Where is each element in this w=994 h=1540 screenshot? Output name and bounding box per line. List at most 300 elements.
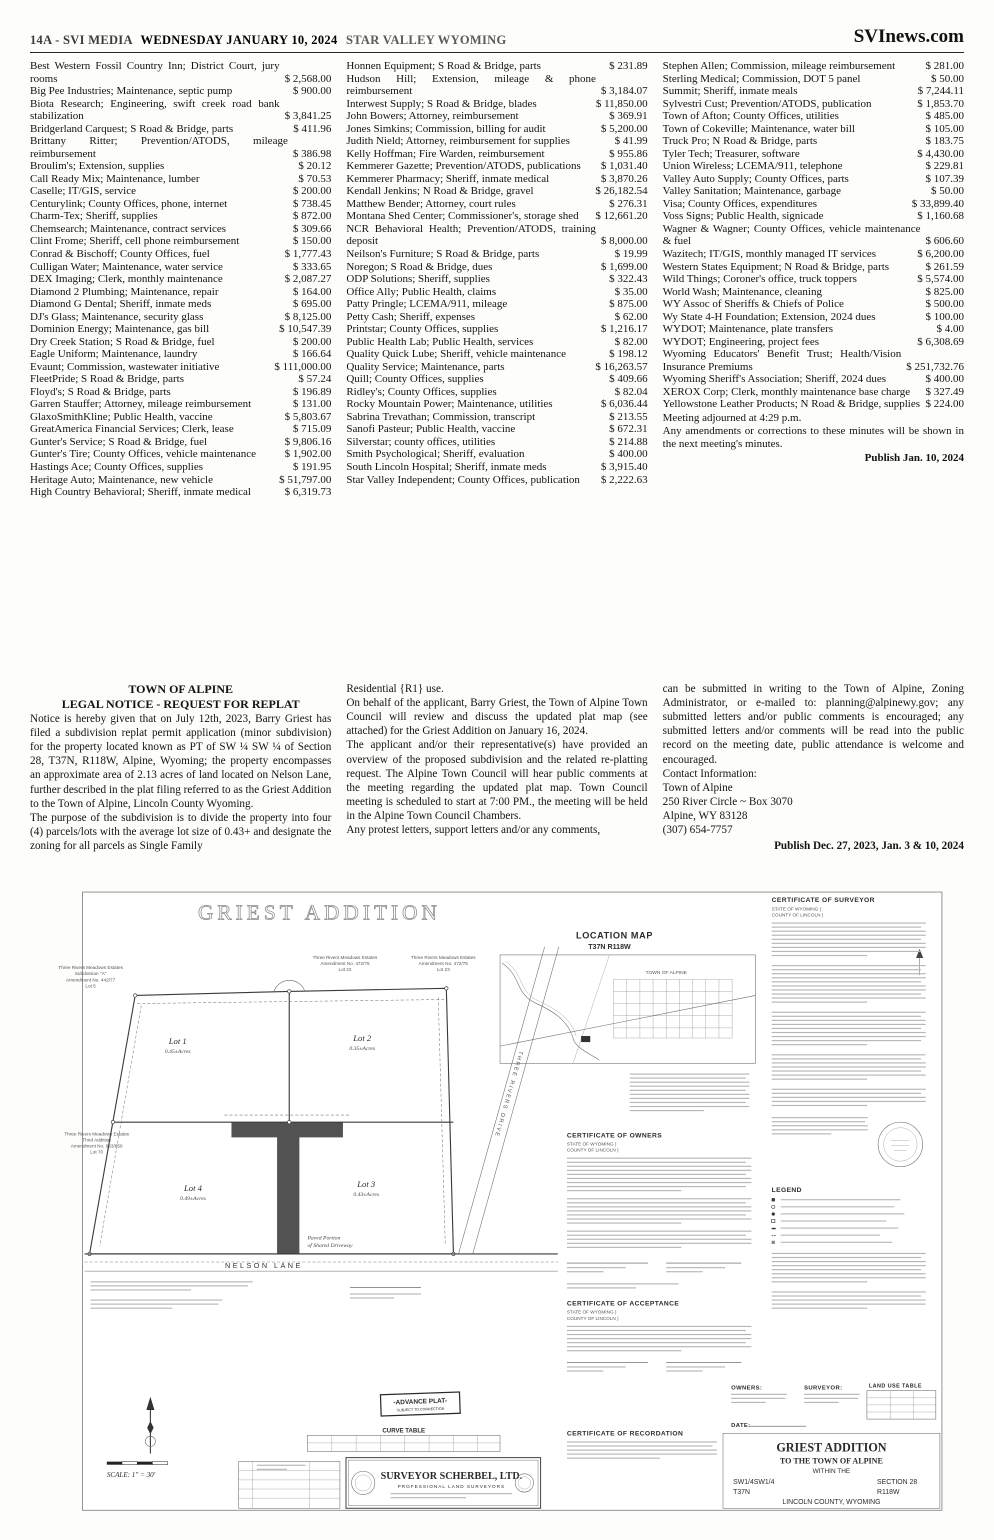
expenditure-row — [663, 386, 964, 399]
expenditure-row — [30, 298, 331, 311]
expenditure-row — [30, 423, 331, 436]
minutes-column-2 — [346, 60, 647, 672]
firm-subtitle: PROFESSIONAL LAND SURVEYORS — [397, 1484, 506, 1490]
amount-text: $ 231.89 — [609, 60, 648, 72]
expenditure-row — [663, 323, 964, 336]
svg-text:LEGEND: LEGEND — [771, 1187, 802, 1195]
amount-text: $ 309.66 — [292, 222, 332, 235]
svg-text:Amendment No. 472/75: Amendment No. 472/75 — [418, 961, 468, 967]
svg-text:-ADVANCE PLAT-: -ADVANCE PLAT- — [393, 1397, 448, 1407]
commissioner-minutes — [30, 60, 964, 672]
amount-text: $ 409.66 — [609, 373, 648, 386]
expenditure-row — [30, 311, 331, 324]
expenditure-row — [346, 248, 647, 261]
expenditure-row — [663, 198, 964, 211]
svg-text:SUBJECT TO CORRECTION: SUBJECT TO CORRECTION — [396, 1406, 445, 1413]
masthead — [30, 26, 964, 53]
amount-text: $ 3,841.25 — [284, 110, 332, 123]
vendor-purpose-text: Silverstar; county offices, utilities — [346, 435, 496, 448]
amount-text: $ 276.31 — [609, 197, 648, 210]
svg-text:SECTION 28: SECTION 28 — [877, 1478, 918, 1486]
notice-paragraph: The applicant and/or their representative(s) have provided an overview of the proposed subdivision and the related re-platting request. The Alpine Town Council will hear public comments at the meeting regarding the updated plat map. Town Council meeting is scheduled to start at 7:00 PM., the meeting will be held in the Alpine Town Council Chambers. — [346, 739, 648, 822]
amount-text: $ 485.00 — [925, 110, 964, 123]
amount-text: $ 281.00 — [925, 60, 964, 72]
svg-text:0.49±Acres: 0.49±Acres — [180, 1196, 206, 1203]
location-map-title: LOCATION MAP — [576, 930, 654, 941]
notice-column-3 — [663, 682, 964, 878]
svg-text:0.43±Acres: 0.43±Acres — [353, 1192, 380, 1199]
nelson-lane-label: NELSON LANE — [225, 1261, 303, 1271]
vendor-purpose-text: Sabrina Trevathan; Commission, transcript — [346, 410, 536, 423]
expenditure-row — [30, 261, 331, 274]
expenditure-row — [346, 210, 647, 223]
amount-text: $ 105.00 — [925, 122, 964, 135]
svg-text:WITHIN THE: WITHIN THE — [812, 1467, 851, 1475]
vendor-purpose-text: Culligan Water; Maintenance, water service — [30, 260, 223, 273]
amount-text: $ 191.95 — [292, 461, 332, 473]
minutes-column-3-entries — [663, 60, 964, 411]
svg-text:SW1/4SW1/4: SW1/4SW1/4 — [733, 1478, 775, 1486]
notice-paragraph: The purpose of the subdivision is to divide the property into four (4) parcels/lots with the average lot size of 0.43+ and designate the zoning for all parcels as Single Family — [30, 811, 332, 852]
expenditure-row — [30, 474, 331, 487]
expenditure-row — [346, 148, 647, 161]
amount-text: $ 3,915.40 — [600, 461, 648, 473]
vendor-purpose-text: Printstar; County Offices, supplies — [346, 323, 499, 336]
vendor-purpose-text: Interwest Supply; S Road & Bridge, blades — [346, 97, 537, 110]
svg-text:Three Rivers Meadows Estates: Three Rivers Meadows Estates — [410, 954, 476, 960]
amount-text: $ 7,244.11 — [917, 85, 964, 98]
expenditure-row — [30, 436, 331, 449]
vendor-purpose-text: Broulim's; Extension, supplies — [30, 160, 165, 173]
amount-text: $ 738.45 — [292, 197, 332, 210]
svg-text:CERTIFICATE OF SURVEYOR: CERTIFICATE OF SURVEYOR — [771, 897, 875, 905]
vendor-purpose-text: Truck Pro; N Road & Bridge, parts — [662, 135, 818, 148]
svg-text:STATE OF WYOMING ): STATE OF WYOMING ) — [566, 1309, 617, 1315]
expenditure-row — [663, 160, 964, 173]
vendor-purpose-text: John Bowers; Attorney, reimbursement — [346, 110, 519, 123]
masthead-left — [30, 33, 507, 48]
amount-text: $ 672.31 — [609, 423, 648, 436]
amount-text: $ 872.00 — [292, 210, 332, 223]
vendor-purpose-text: Yellowstone Leather Products; N Road & Bridge, supplies — [662, 398, 921, 411]
vendor-purpose-text: Sanofi Pasteur; Public Health, vaccine — [346, 423, 516, 436]
vendor-purpose-text: Kendall Jenkins; N Road & Bridge, gravel — [346, 185, 534, 198]
expenditure-row — [663, 148, 964, 161]
vendor-purpose-text: World Wash; Maintenance, cleaning — [662, 285, 822, 298]
three-rivers-drive-label: THREE RIVERS DRIVE — [492, 1050, 524, 1139]
expenditure-row — [663, 210, 964, 223]
expenditure-row — [30, 348, 331, 361]
masthead-date: WEDNESDAY JANUARY 10, 2024 — [140, 33, 338, 47]
expenditure-row — [346, 436, 647, 449]
expenditure-row — [346, 411, 647, 424]
notice-col1-paragraphs — [30, 712, 331, 853]
alpine-legal-notice — [30, 682, 964, 878]
vendor-purpose-text: ODP Solutions; Sheriff, supplies — [346, 273, 490, 286]
contact-line: (307) 654-7757 — [662, 824, 733, 837]
firm-name: SURVEYOR SCHERBEL, LTD. — [380, 1470, 523, 1482]
amount-text: $ 224.00 — [925, 398, 964, 411]
amount-text: $ 2,568.00 — [284, 72, 332, 85]
expenditure-row — [346, 461, 647, 474]
svg-text:Lot 22: Lot 22 — [338, 967, 352, 973]
amount-text: $ 386.98 — [292, 147, 332, 160]
svg-text:Third Addition: Third Addition — [82, 1137, 111, 1143]
svg-text:R118W: R118W — [877, 1489, 900, 1497]
amount-text: $ 1,699.00 — [600, 260, 648, 273]
vendor-purpose-text: Noregon; S Road & Bridge, dues — [346, 260, 493, 273]
expenditure-row — [346, 73, 647, 98]
svg-text:GRIEST ADDITION: GRIEST ADDITION — [776, 1440, 887, 1455]
amount-text: $ 955.86 — [609, 147, 648, 160]
expenditure-row — [663, 123, 964, 136]
svg-text:Lot 2: Lot 2 — [353, 1033, 372, 1044]
vendor-purpose-text: Call Ready Mix; Maintenance, lumber — [30, 172, 200, 185]
svg-text:TO THE TOWN OF ALPINE: TO THE TOWN OF ALPINE — [779, 1456, 883, 1466]
vendor-purpose-text: DEX Imaging; Clerk, monthly maintenance — [30, 273, 223, 286]
expenditure-row — [346, 223, 647, 248]
minutes-column-3 — [663, 60, 964, 672]
town-of-alpine-label: TOWN OF ALPINE — [645, 971, 687, 977]
plat-map-figure — [46, 886, 948, 1540]
expenditure-row — [30, 361, 331, 374]
svg-text:of Shared Driveway: of Shared Driveway — [307, 1242, 353, 1249]
amount-text: $ 369.91 — [609, 110, 648, 123]
amount-text: $ 1,160.68 — [917, 210, 964, 223]
vendor-purpose-text: Biota Research; Engineering, swift creek road bank stabilization — [30, 97, 280, 123]
expenditure-row — [30, 411, 331, 424]
amount-text: $ 62.00 — [614, 310, 648, 323]
amount-text: $ 150.00 — [292, 235, 332, 248]
amount-text: $ 400.00 — [609, 448, 648, 461]
expenditure-row — [346, 423, 647, 436]
expenditure-row — [30, 323, 331, 336]
amount-text: $ 5,200.00 — [600, 122, 648, 135]
expenditure-row — [346, 386, 647, 399]
amount-text: $ 50.00 — [930, 72, 964, 85]
svg-text:Three Rivers Meadows Estates: Three Rivers Meadows Estates — [58, 965, 123, 971]
vendor-purpose-text: Wyoming Educators' Benefit Trust; Health/Vision Insurance Premiums — [662, 348, 902, 373]
vendor-purpose-text: Quality Service; Maintenance, parts — [346, 360, 505, 373]
vendor-purpose-text: Town of Cokeville; Maintenance, water bill — [662, 122, 855, 135]
expenditure-row — [663, 298, 964, 311]
expenditure-row — [30, 448, 331, 461]
notice-paragraph: Residential {R1} use. — [346, 683, 444, 695]
vendor-purpose-text: Wazitech; IT/GIS, monthly managed IT services — [662, 247, 877, 260]
minutes-column-1 — [30, 60, 331, 672]
amount-text: $ 606.60 — [925, 235, 964, 248]
expenditure-row — [346, 110, 647, 123]
amount-text: $ 1,902.00 — [284, 448, 332, 461]
vendor-purpose-text: Charm-Tex; Sheriff, supplies — [30, 210, 158, 223]
expenditure-row — [30, 386, 331, 399]
expenditure-row — [663, 98, 964, 111]
expenditure-row — [663, 373, 964, 386]
masthead-site: SVInews.com — [853, 26, 964, 47]
amount-text: $ 825.00 — [925, 285, 964, 298]
amount-text: $ 213.55 — [609, 410, 648, 423]
amount-text: $ 2,222.63 — [600, 473, 648, 486]
svg-text:Amendment No. 442/77: Amendment No. 442/77 — [66, 977, 116, 983]
svg-text:CURVE TABLE: CURVE TABLE — [382, 1427, 426, 1435]
expenditure-row — [30, 235, 331, 248]
expenditure-row — [346, 286, 647, 299]
expenditure-row — [30, 286, 331, 299]
svg-text:Amendment No. 472/75: Amendment No. 472/75 — [320, 961, 370, 967]
expenditure-row — [346, 398, 647, 411]
vendor-purpose-text: WYDOT; Maintenance, plate transfers — [662, 323, 834, 336]
amount-text: $ 333.65 — [292, 260, 332, 273]
vendor-purpose-text: Garren Stauffer; Attorney, mileage reimbursement — [30, 398, 252, 411]
vendor-purpose-text: Western States Equipment; N Road & Bridge, parts — [662, 260, 890, 273]
expenditure-row — [30, 486, 331, 499]
expenditure-row — [663, 248, 964, 261]
amount-text: $ 8,000.00 — [600, 235, 648, 248]
svg-text:Three Rivers Meadows Estates: Three Rivers Meadows Estates — [312, 954, 378, 960]
vendor-purpose-text: High Country Behavioral; Sheriff, inmate medical — [30, 486, 251, 499]
vendor-purpose-text: Gunter's Tire; County Offices, vehicle maintenance — [30, 448, 257, 461]
svg-text:Amendment No. 963/656: Amendment No. 963/656 — [70, 1143, 123, 1149]
amount-text: $ 214.88 — [609, 435, 648, 448]
amount-text: $ 875.00 — [609, 298, 648, 311]
vendor-purpose-text: Clint Frome; Sheriff, cell phone reimbursement — [30, 235, 240, 248]
amount-text: $ 19.99 — [614, 247, 648, 260]
plat-scale-label: SCALE: 1" = 30' — [106, 1470, 156, 1479]
vendor-purpose-text: FleetPride; S Road & Bridge, parts — [30, 373, 184, 386]
vendor-purpose-text: Smith Psychological; Sheriff, evaluation — [346, 448, 525, 461]
expenditure-row — [30, 98, 331, 123]
expenditure-row — [346, 173, 647, 186]
expenditure-row — [663, 135, 964, 148]
vendor-purpose-text: Hudson Hill; Extension, mileage & phone reimbursement — [346, 72, 596, 98]
amount-text: $ 4,430.00 — [917, 147, 964, 160]
vendor-purpose-text: Patty Pringle; LCEMA/911, mileage — [346, 298, 508, 311]
expenditure-row — [346, 336, 647, 349]
vendor-purpose-text: Jones Simkins; Commission, billing for audit — [346, 122, 546, 135]
expenditure-row — [30, 123, 331, 136]
expenditure-row — [346, 123, 647, 136]
page-number-media: 14A - SVI MEDIA — [30, 33, 133, 47]
amount-text: $ 100.00 — [925, 310, 964, 323]
amount-text: $ 131.00 — [292, 398, 332, 411]
vendor-purpose-text: Bridgerland Carquest; S Road & Bridge, parts — [30, 122, 234, 135]
vendor-purpose-text: Union Wireless; LCEMA/911, telephone — [662, 160, 843, 173]
svg-text:T37N: T37N — [733, 1489, 750, 1497]
vendor-purpose-text: Judith Nield; Attorney, reimbursement for supplies — [346, 135, 570, 148]
expenditure-row — [30, 60, 331, 85]
amount-text: $ 6,036.44 — [600, 398, 648, 411]
amount-text: $ 411.96 — [293, 122, 332, 135]
svg-text:Lot 70: Lot 70 — [90, 1149, 104, 1155]
vendor-purpose-text: Public Health Lab; Public Health, services — [346, 335, 534, 348]
expenditure-row — [30, 185, 331, 198]
vendor-purpose-text: Dry Creek Station; S Road & Bridge, fuel — [30, 335, 215, 348]
svg-text:Subdivision "A": Subdivision "A" — [74, 971, 107, 977]
expenditure-row — [30, 398, 331, 411]
vendor-purpose-text: Stephen Allen; Commission, mileage reimbursement — [662, 60, 896, 72]
svg-text:Lot 1: Lot 1 — [168, 1036, 187, 1047]
amount-text: $ 41.99 — [614, 135, 648, 148]
amount-text: $ 400.00 — [925, 373, 964, 386]
meeting-adjourned-text: Meeting adjourned at 4:29 p.m. — [662, 411, 802, 424]
amount-text: $ 3,870.26 — [600, 172, 648, 185]
svg-text:0.45±Acres: 0.45±Acres — [164, 1049, 191, 1056]
expenditure-row — [346, 273, 647, 286]
amount-text: $ 20.12 — [298, 160, 332, 173]
vendor-purpose-text: Eagle Uniform; Maintenance, laundry — [30, 348, 198, 361]
expenditure-row — [30, 248, 331, 261]
amount-text: $ 251,732.76 — [906, 360, 964, 373]
amount-text: $ 5,803.67 — [284, 410, 332, 423]
vendor-purpose-text: Evaunt; Commission, wastewater initiative — [30, 360, 220, 373]
svg-text:Three Rivers Meadows Estates: Three Rivers Meadows Estates — [64, 1131, 130, 1137]
vendor-purpose-text: Summit; Sheriff, inmate meals — [662, 85, 798, 98]
publish-date-notice: Publish Dec. 27, 2023, Jan. 3 & 10, 2024 — [774, 840, 964, 853]
amount-text: $ 6,200.00 — [917, 247, 964, 260]
expenditure-row — [663, 286, 964, 299]
vendor-purpose-text: Chemsearch; Maintenance, contract services — [30, 222, 227, 235]
notice-column-2 — [346, 682, 647, 878]
expenditure-row — [346, 348, 647, 361]
amount-text: $ 8,125.00 — [284, 310, 332, 323]
amount-text: $ 9,806.16 — [284, 435, 332, 448]
amount-text: $ 26,182.54 — [595, 185, 648, 198]
expenditure-row — [346, 298, 647, 311]
expenditure-row — [30, 160, 331, 173]
svg-text:DATE:: DATE: — [731, 1423, 751, 1430]
amount-text: $ 33,899.40 — [911, 197, 964, 210]
expenditure-row — [663, 336, 964, 349]
vendor-purpose-text: Wy State 4-H Foundation; Extension, 2024 dues — [662, 310, 876, 323]
expenditure-row — [663, 223, 964, 248]
svg-text:LAND USE TABLE: LAND USE TABLE — [868, 1383, 922, 1390]
notice-col2-paragraphs — [346, 682, 647, 837]
vendor-purpose-text: South Lincoln Hospital; Sheriff, inmate meds — [346, 461, 547, 473]
vendor-purpose-text: Centurylink; County Offices, phone, internet — [30, 197, 228, 210]
vendor-purpose-text: Montana Shed Center; Commissioner's, storage shed — [346, 210, 579, 223]
notice-paragraph: Any protest letters, support letters and/or any comments, — [346, 824, 601, 837]
vendor-purpose-text: Rocky Mountain Power; Maintenance, utilities — [346, 398, 553, 411]
publish-date-minutes: Publish Jan. 10, 2024 — [864, 452, 964, 465]
vendor-purpose-text: Office Ally; Public Health, claims — [346, 285, 497, 298]
notice-paragraph: On behalf of the applicant, Barry Griest, the Town of Alpine Town Council will review and discuss the updated plat map (see attached) for the Griest Addition on January 16, 2024. — [346, 697, 648, 738]
amount-text: $ 183.75 — [925, 135, 964, 148]
vendor-purpose-text: Wyoming Sheriff's Association; Sheriff, 2024 dues — [662, 373, 886, 386]
amount-text: $ 70.53 — [298, 172, 332, 185]
amount-text: $ 322.43 — [609, 273, 648, 286]
amount-text: $ 35.00 — [614, 285, 648, 298]
svg-text:SURVEYOR:: SURVEYOR: — [804, 1385, 843, 1392]
vendor-purpose-text: Dominion Energy; Maintenance, gas bill — [30, 323, 210, 336]
expenditure-row — [663, 73, 964, 86]
expenditure-row — [346, 323, 647, 336]
vendor-purpose-text: Heritage Auto; Maintenance, new vehicle — [30, 473, 213, 486]
griest-addition-plat — [46, 886, 948, 1540]
plat-title: GRIEST ADDITION — [198, 900, 441, 925]
amount-text: $ 82.04 — [614, 385, 648, 398]
vendor-purpose-text: Star Valley Independent; County Offices, publication — [346, 473, 580, 486]
amount-text: $ 6,319.73 — [284, 486, 332, 499]
amount-text: $ 715.09 — [292, 423, 332, 436]
amount-text: $ 200.00 — [292, 335, 332, 348]
expenditure-row — [346, 135, 647, 148]
svg-text:Lot 5: Lot 5 — [85, 983, 96, 989]
amount-text: $ 16,263.57 — [595, 360, 648, 373]
expenditure-row — [346, 261, 647, 274]
plat-sheet-border — [82, 892, 941, 1510]
expenditure-row — [663, 261, 964, 274]
amount-text: $ 51,797.00 — [279, 473, 332, 486]
expenditure-row — [346, 160, 647, 173]
vendor-purpose-text: Petty Cash; Sheriff, expenses — [346, 310, 476, 323]
amount-text: $ 327.49 — [925, 385, 964, 398]
vendor-purpose-text: Best Western Fossil Country Inn; District Court, jury rooms — [30, 60, 280, 85]
vendor-purpose-text: Valley Sanitation; Maintenance, garbage — [662, 185, 842, 198]
amount-text: $ 1,216.17 — [600, 323, 648, 336]
expenditure-row — [346, 311, 647, 324]
vendor-purpose-text: Wild Things; Coroner's office, truck toppers — [662, 273, 857, 286]
svg-text:Lot 23: Lot 23 — [436, 967, 450, 973]
vendor-purpose-text: Sterling Medical; Commission, DOT 5 panel — [662, 72, 861, 85]
vendor-purpose-text: NCR Behavioral Health; Prevention/ATODS, training deposit — [346, 222, 596, 248]
expenditure-row — [30, 461, 331, 474]
amount-text: $ 198.12 — [609, 348, 648, 361]
vendor-purpose-text: Hastings Ace; County Offices, supplies — [30, 461, 204, 473]
vendor-purpose-text: Tyler Tech; Treasurer, software — [662, 147, 800, 160]
vendor-purpose-text: Wagner & Wagner; County Offices, vehicle maintenance & fuel — [662, 222, 921, 248]
vendor-purpose-text: GreatAmerica Financial Services; Clerk, lease — [30, 423, 234, 436]
vendor-purpose-text: Conrad & Bischoff; County Offices, fuel — [30, 247, 210, 260]
svg-text:STATE OF WYOMING ): STATE OF WYOMING ) — [771, 906, 822, 912]
expenditure-row — [30, 373, 331, 386]
vendor-purpose-text: Gunter's Service; S Road & Bridge, fuel — [30, 435, 208, 448]
notice-title: TOWN OF ALPINE — [128, 682, 233, 696]
amount-text: $ 5,574.00 — [917, 273, 964, 286]
svg-text:CERTIFICATE OF RECORDATION: CERTIFICATE OF RECORDATION — [566, 1430, 684, 1438]
amount-text: $ 3,184.07 — [600, 85, 648, 98]
amount-text: $ 500.00 — [925, 298, 964, 311]
vendor-purpose-text: Caselle; IT/GIS, service — [30, 185, 136, 198]
contact-line: Town of Alpine — [662, 781, 733, 794]
amount-text: $ 1,853.70 — [917, 97, 964, 110]
svg-text:COUNTY OF LINCOLN ): COUNTY OF LINCOLN ) — [771, 912, 824, 918]
amount-text: $ 2,087.27 — [284, 273, 332, 286]
vendor-purpose-text: Ridley's; County Offices, supplies — [346, 385, 497, 398]
notice-column-1 — [30, 682, 331, 878]
svg-text:COUNTY OF LINCOLN ): COUNTY OF LINCOLN ) — [566, 1147, 619, 1153]
expenditure-row — [30, 336, 331, 349]
amount-text: $ 107.39 — [925, 172, 964, 185]
vendor-purpose-text: Diamond G Dental; Sheriff, inmate meds — [30, 298, 212, 311]
expenditure-row — [346, 98, 647, 111]
vendor-purpose-text: Voss Signs; Public Health, signicade — [662, 210, 824, 223]
subject-parcel-marker — [581, 1036, 590, 1042]
svg-text:Lot 3: Lot 3 — [357, 1179, 376, 1190]
svg-text:0.35±Acres: 0.35±Acres — [349, 1046, 376, 1053]
vendor-purpose-text: Visa; County Offices, expenditures — [662, 197, 817, 210]
vendor-purpose-text: Sylvestri Cust; Prevention/ATODS, publication — [662, 97, 872, 110]
expenditure-row — [346, 448, 647, 461]
expenditure-row — [30, 135, 331, 160]
vendor-purpose-text: Honnen Equipment; S Road & Bridge, parts — [346, 60, 541, 72]
svg-text:CERTIFICATE OF OWNERS: CERTIFICATE OF OWNERS — [566, 1132, 663, 1140]
vendor-purpose-text: Kelly Hoffman; Fire Warden, reimbursement — [346, 147, 545, 160]
expenditure-row — [346, 60, 647, 73]
amount-text: $ 1,777.43 — [284, 247, 332, 260]
svg-text:CERTIFICATE OF ACCEPTANCE: CERTIFICATE OF ACCEPTANCE — [566, 1300, 680, 1308]
vendor-purpose-text: Quill; County Offices, supplies — [346, 373, 484, 386]
amount-text: $ 12,661.20 — [595, 210, 648, 223]
